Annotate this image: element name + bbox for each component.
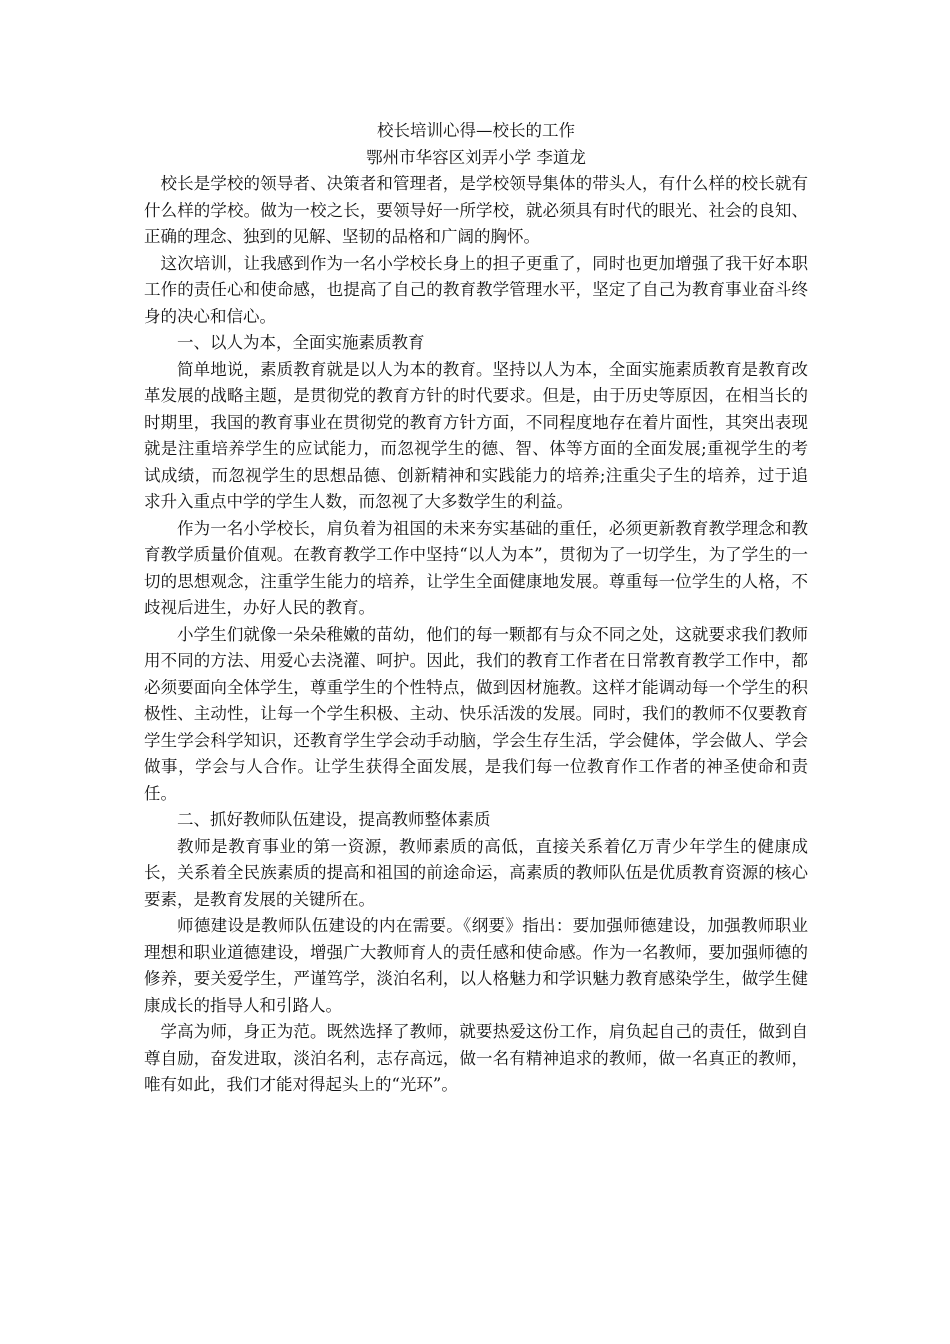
paragraph-intro: 校长是学校的领导者、决策者和管理者，是学校领导集体的带头人，有什么样的校长就有什么样的学校。做为一校之长，要领导好一所学校，就必须具有时代的眼光、社会的良知、正确的理念、独到的见解、坚韧的品格和广阔的胸怀。 xyxy=(144,174,808,246)
paragraph: 简单地说，素质教育就是以人为本的教育。坚持以人为本，全面实施素质教育是教育改革发展的战略主题，是贯彻党的教育方针的时代要求。但是，由于历史等原因，在相当长的时期里，我国的教育事业在贯彻党的教育方针方面，不同程度地存在着片面性，其突出表现就是注重培养学生的应试能力，而忽视学生的德、智、体等方面的全面发展;重视学生的考试成绩，而忽视学生的思想品德、创新精神和实践能力的培养;注重尖子生的培养，过于追求升入重点中学的学生人数，而忽视了大多数学生的利益。 xyxy=(144,359,808,511)
section-heading-2: 二、抓好教师队伍建设，提高教师整体素质 xyxy=(177,810,491,829)
paragraph-closing: 学高为师，身正为范。既然选择了教师，就要热爱这份工作，肩负起自己的责任，做到自尊自励，奋发进取，淡泊名利，志存高远，做一名有精神追求的教师，做一名真正的教师，唯有如此，我们才能对得起头上的“光环”。 xyxy=(144,1022,808,1094)
paragraph-training: 这次培训，让我感到作为一名小学校长身上的担子更重了，同时也更加增强了我干好本职工作的责任心和使命感，也提高了自己的教育教学管理水平，坚定了自己为教育事业奋斗终身的决心和信心。 xyxy=(144,253,808,326)
document-byline: 鄂州市华容区刘弄小学 李道龙 xyxy=(366,147,586,167)
section-heading-1: 一、以人为本，全面实施素质教育 xyxy=(177,333,425,352)
document-body xyxy=(144,118,808,1099)
paragraph: 教师是教育事业的第一资源，教师素质的高低，直接关系着亿万青少年学生的健康成长，关系着全民族素质的提高和祖国的前途命运，高素质的教师队伍是优质教育资源的核心要素，是教育发展的关键所在。 xyxy=(144,836,808,909)
document-title: 校长培训心得—校长的工作 xyxy=(377,121,575,140)
paragraph: 小学生们就像一朵朵稚嫩的苗幼，他们的每一颗都有与众不同之处，这就要求我们教师用不同的方法、用爱心去浇灌、呵护。因此，我们的教育工作者在日常教育教学工作中，都必须要面向全体学生，尊重学生的个性特点，做到因材施教。这样才能调动每一个学生的积极性、主动性，让每一个学生积极、主动、快乐活泼的发展。同时，我们的教师不仅要教育学生学会科学知识，还教育学生学会动手动脑，学会生存生活，学会健体，学会做人、学会做事，学会与人合作。让学生获得全面发展，是我们每一位教育作工作者的神圣使命和责任。 xyxy=(144,624,808,803)
paragraph: 作为一名小学校长，肩负着为祖国的未来夯实基础的重任，必须更新教育教学理念和教育教学质量价值观。在教育教学工作中坚持“以人为本”，贯彻为了一切学生，为了学生的一切的思想观念，注重学生能力的培养，让学生全面健康地发展。尊重每一位学生的人格，不歧视后进生，办好人民的教育。 xyxy=(144,518,808,617)
paragraph: 师德建设是教师队伍建设的内在需要。《纲要》指出：要加强师德建设，加强教师职业理想和职业道德建设，增强广大教师育人的责任感和使命感。作为一名教师，要加强师德的修养，要关爱学生，严谨笃学，淡泊名利，以人格魅力和学识魅力教育感染学生，做学生健康成长的指导人和引路人。 xyxy=(144,916,808,1015)
